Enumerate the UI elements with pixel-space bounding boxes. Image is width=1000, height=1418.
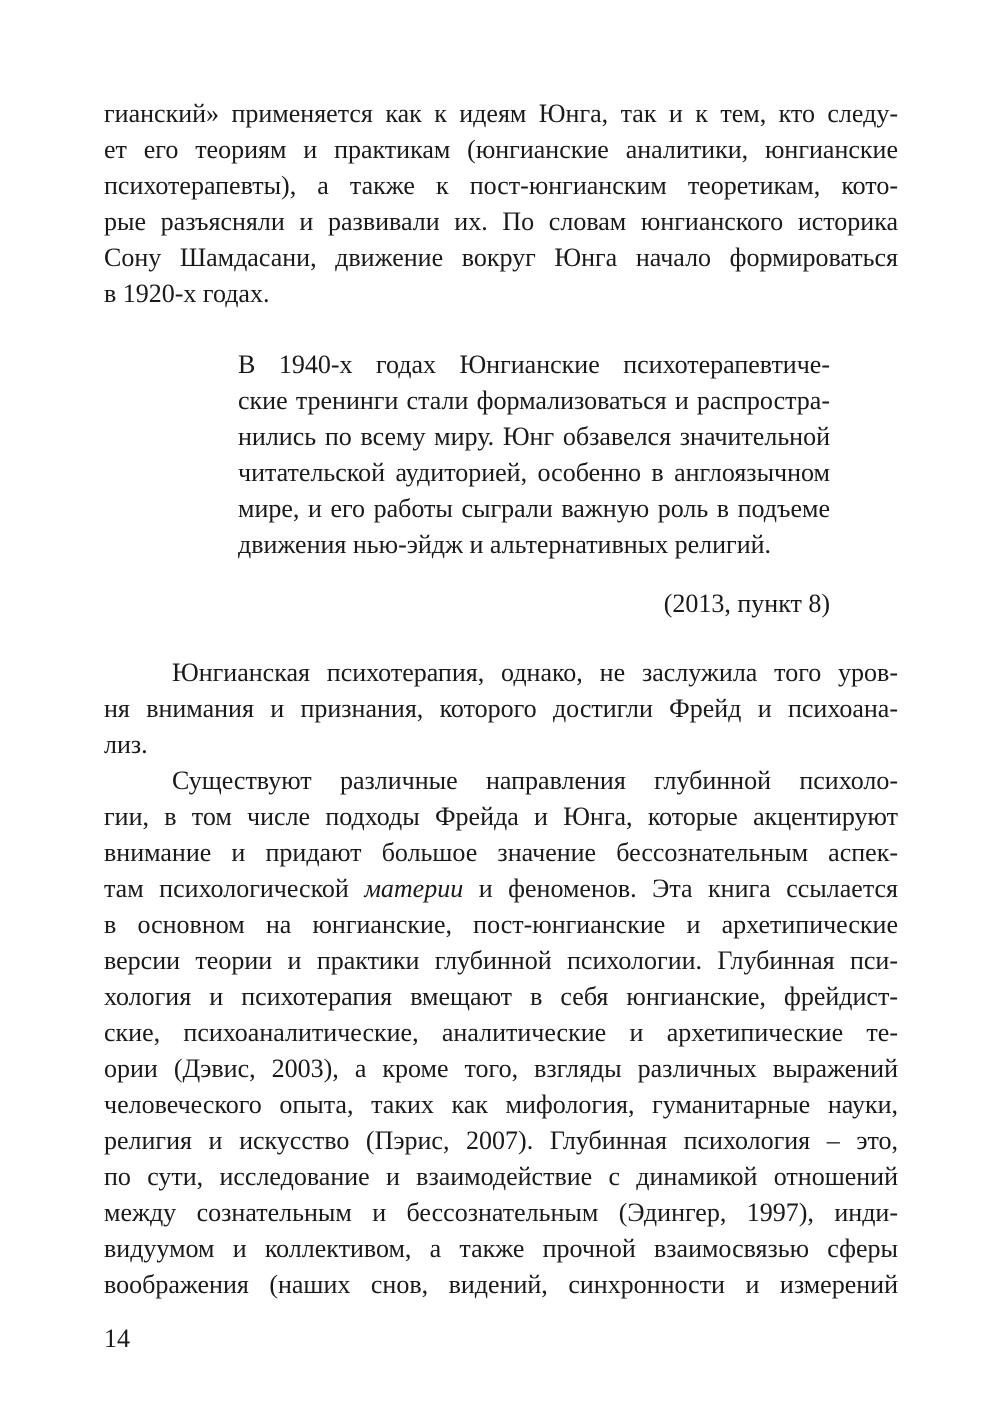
text-segment: там психологической xyxy=(104,874,365,903)
text-line: лиз. xyxy=(104,730,148,759)
quote-line: мире, и его работы сыграли важную роль в подъеме xyxy=(238,494,830,523)
quote-line: читательской аудиторией, особенно в англоязычном xyxy=(238,458,830,487)
text-line: Существуют различные направления глубинной психоло- xyxy=(172,766,898,795)
italic-term: материи xyxy=(364,874,464,903)
text-line: воображения (наших снов, видений, синхронности и измерений xyxy=(104,1270,898,1299)
quote-line: ские тренинги стали формализоваться и распростра- xyxy=(238,386,830,415)
text-line: ории (Дэвис, 2003), а кроме того, взгляды различных выражений xyxy=(104,1054,898,1083)
paragraph xyxy=(104,763,898,1303)
block-quote xyxy=(238,347,830,563)
text-line: гианский» применяется как к идеям Юнга, так и к тем, кто следу- xyxy=(104,99,898,128)
text-line: по сути, исследование и взаимодействие с динамикой отношений xyxy=(104,1162,898,1191)
quote-citation: (2013, пункт 8) xyxy=(663,589,830,618)
text-line: хология и психотерапия вмещают в себя юнгианские, фрейдист- xyxy=(104,982,898,1011)
text-line: в 1920-х годах. xyxy=(104,279,270,308)
text-line: Сону Шамдасани, движение вокруг Юнга начало формироваться xyxy=(104,243,898,272)
text-line: психотерапевты), а также к пост-юнгианским теоретикам, кото- xyxy=(104,171,898,200)
text-line: человеческого опыта, таких как мифология, гуманитарные науки, xyxy=(104,1090,898,1119)
text-line: ет его теориям и практикам (юнгианские аналитики, юнгианские xyxy=(104,135,898,164)
text-line: ня внимания и признания, которого достигли Фрейд и психоана- xyxy=(104,694,898,723)
text-line: Юнгианская психотерапия, однако, не заслужила того уров- xyxy=(172,658,898,687)
quote-line: В 1940-х годах Юнгианские психотерапевтиче- xyxy=(238,350,830,379)
text-line: ские, психоаналитические, аналитические и архетипические те- xyxy=(104,1018,898,1047)
text-line: версии теории и практики глубинной психологии. Глубинная пси- xyxy=(104,946,898,975)
text-line: рые разъясняли и развивали их. По словам юнгианского историка xyxy=(104,207,898,236)
page-number: 14 xyxy=(104,1324,130,1353)
paragraph xyxy=(104,655,898,763)
text-line: гии, в том числе подходы Фрейда и Юнга, которые акцентируют xyxy=(104,802,898,831)
paragraph-continued xyxy=(104,96,898,312)
text-line: видуумом и коллективом, а также прочной взаимосвязью сферы xyxy=(104,1234,898,1263)
text-line: религия и искусство (Пэрис, 2007). Глубинная психология – это, xyxy=(104,1126,898,1155)
text-line: между сознательным и бессознательным (Эдингер, 1997), инди- xyxy=(104,1198,898,1227)
text-line: внимание и придают большое значение бессознательным аспек- xyxy=(104,838,898,867)
text-segment: и феноменов. Эта книга ссылается xyxy=(463,874,899,903)
quote-line: движения нью-эйдж и альтернативных религий. xyxy=(238,530,772,559)
text-line: в основном на юнгианские, пост-юнгианские и архетипические xyxy=(104,910,898,939)
text-line xyxy=(104,871,898,907)
quote-line: нились по всему миру. Юнг обзавелся значительной xyxy=(238,422,830,451)
